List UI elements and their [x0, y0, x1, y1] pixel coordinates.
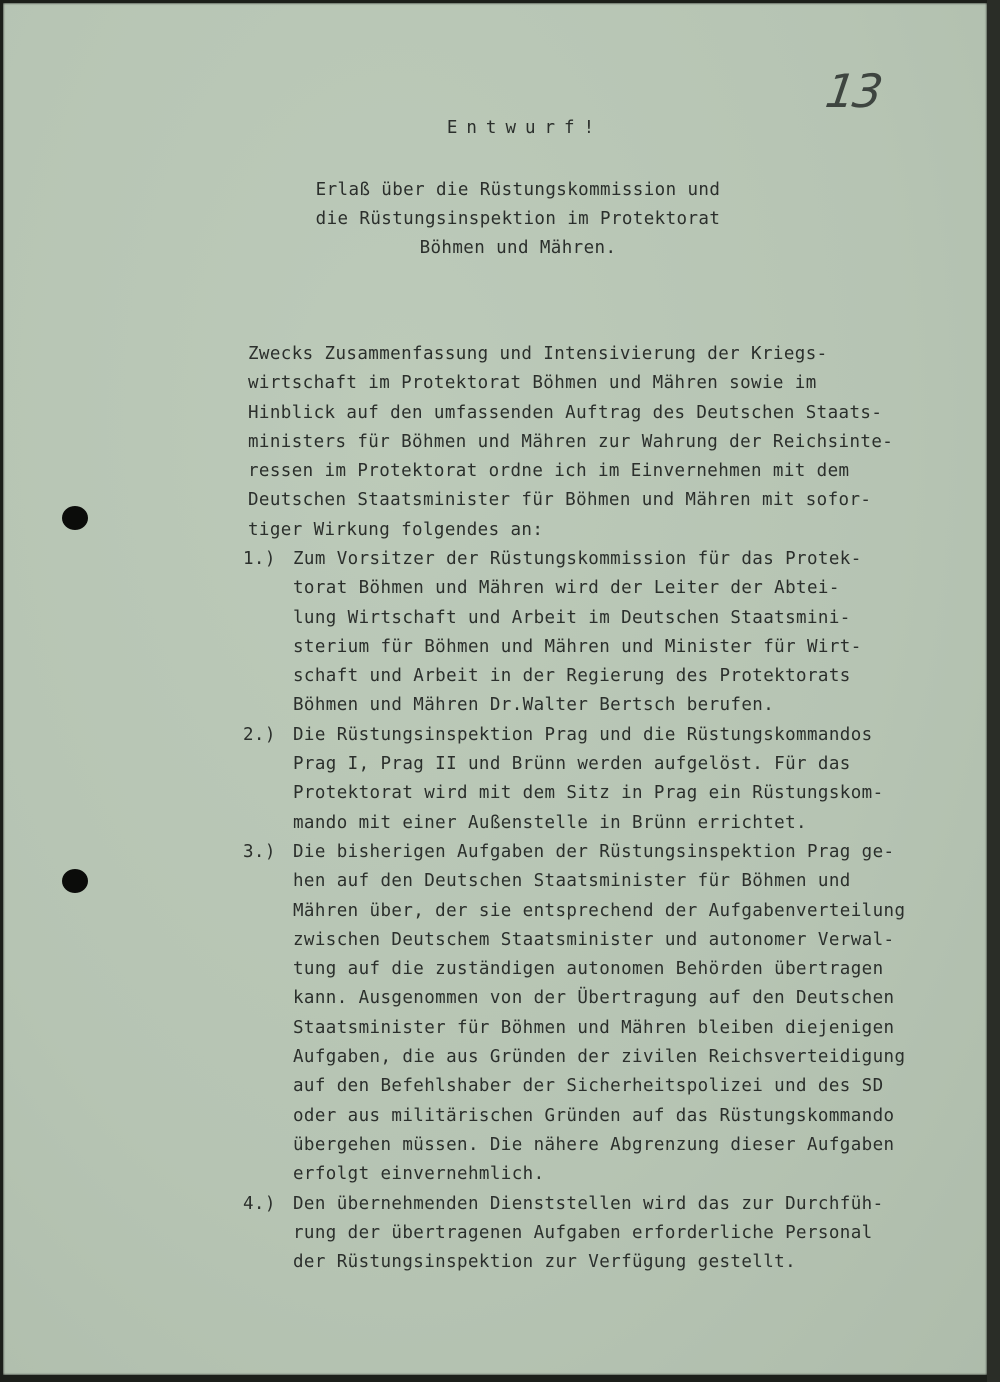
- item-line: Protektorat wird mit dem Sitz in Prag ein Rüstungskom-: [293, 783, 884, 804]
- title-line: die Rüstungsinspektion im Protektorat: [315, 209, 721, 229]
- list-item-4: [243, 1190, 905, 1278]
- item-line: rung der übertragenen Aufgaben erforderliche Personal: [293, 1222, 873, 1243]
- item-line: tung auf die zuständigen autonomen Behörden übertragen: [293, 959, 884, 980]
- intro-line: wirtschaft im Protektorat Böhmen und Mähren sowie im: [248, 373, 817, 394]
- document-title: [268, 176, 768, 263]
- item-number: 2.): [243, 724, 276, 745]
- title-line: Erlaß über die Rüstungskommission und: [315, 180, 721, 200]
- intro-line: Zwecks Zusammenfassung und Intensivierung der Kriegs-: [248, 344, 828, 364]
- intro-paragraph: [248, 340, 893, 545]
- item-line: erfolgt einvernehmlich.: [293, 1164, 545, 1185]
- list-item-2: [243, 721, 905, 838]
- item-number: 3.): [243, 841, 276, 862]
- item-line: Staatsminister für Böhmen und Mähren bleiben diejenigen: [293, 1017, 895, 1038]
- item-number: 4.): [243, 1193, 276, 1214]
- item-line: der Rüstungsinspektion zur Verfügung gestellt.: [293, 1252, 797, 1273]
- punch-hole-top: [62, 506, 88, 530]
- item-line: Mähren über, der sie entsprechend der Aufgabenverteilung: [293, 900, 906, 921]
- scan-border: [987, 0, 1000, 1382]
- intro-line: Hinblick auf den umfassenden Auftrag des Deutschen Staats-: [248, 402, 883, 423]
- item-line: lung Wirtschaft und Arbeit im Deutschen Staatsmini-: [293, 607, 851, 628]
- title-line: Böhmen und Mähren.: [419, 238, 617, 258]
- item-line: kann. Ausgenommen von der Übertragung auf den Deutschen: [293, 988, 895, 1009]
- item-line: übergehen müssen. Die nähere Abgrenzung dieser Aufgaben: [293, 1134, 895, 1155]
- item-line: Aufgaben, die aus Gründen der zivilen Reichsverteidigung: [293, 1047, 906, 1068]
- item-number: 1.): [243, 549, 276, 569]
- item-line: Den übernehmenden Dienststellen wird das zur Durchfüh-: [293, 1193, 884, 1214]
- punch-hole-bottom: [62, 869, 88, 893]
- item-line: Die Rüstungsinspektion Prag und die Rüstungskommandos: [293, 724, 873, 745]
- item-line: sterium für Böhmen und Mähren und Minister für Wirt-: [293, 636, 862, 657]
- item-line: zwischen Deutschem Staatsminister und autonomer Verwal-: [293, 929, 895, 950]
- handwritten-page-number: 13: [822, 64, 885, 118]
- item-line: mando mit einer Außenstelle in Brünn errichtet.: [293, 812, 807, 833]
- intro-line: ministers für Böhmen und Mähren zur Wahrung der Reichsinte-: [248, 431, 894, 452]
- intro-line: ressen im Protektorat ordne ich im Einvernehmen mit dem: [248, 461, 850, 482]
- document-heading: Entwurf!: [446, 118, 604, 138]
- item-line: schaft und Arbeit in der Regierung des Protektorats: [293, 666, 851, 687]
- item-line: Die bisherigen Aufgaben der Rüstungsinspektion Prag ge-: [293, 841, 895, 862]
- item-line: Zum Vorsitzer der Rüstungskommission für das Protek-: [293, 549, 862, 569]
- item-line: oder aus militärischen Gründen auf das Rüstungskommando: [293, 1105, 895, 1126]
- intro-line: tiger Wirkung folgendes an:: [248, 519, 544, 540]
- list-item-3: [243, 838, 905, 1190]
- item-line: auf den Befehlshaber der Sicherheitspolizei und des SD: [293, 1076, 884, 1097]
- intro-line: Deutschen Staatsminister für Böhmen und Mähren mit sofor-: [248, 490, 872, 511]
- item-line: Prag I, Prag II und Brünn werden aufgelöst. Für das: [293, 754, 851, 775]
- list-item-1: [243, 545, 905, 721]
- item-line: Böhmen und Mähren Dr.Walter Bertsch berufen.: [293, 695, 775, 716]
- item-line: torat Böhmen und Mähren wird der Leiter der Abtei-: [293, 578, 840, 599]
- item-line: hen auf den Deutschen Staatsminister für Böhmen und: [293, 871, 851, 892]
- numbered-list: [243, 545, 905, 1277]
